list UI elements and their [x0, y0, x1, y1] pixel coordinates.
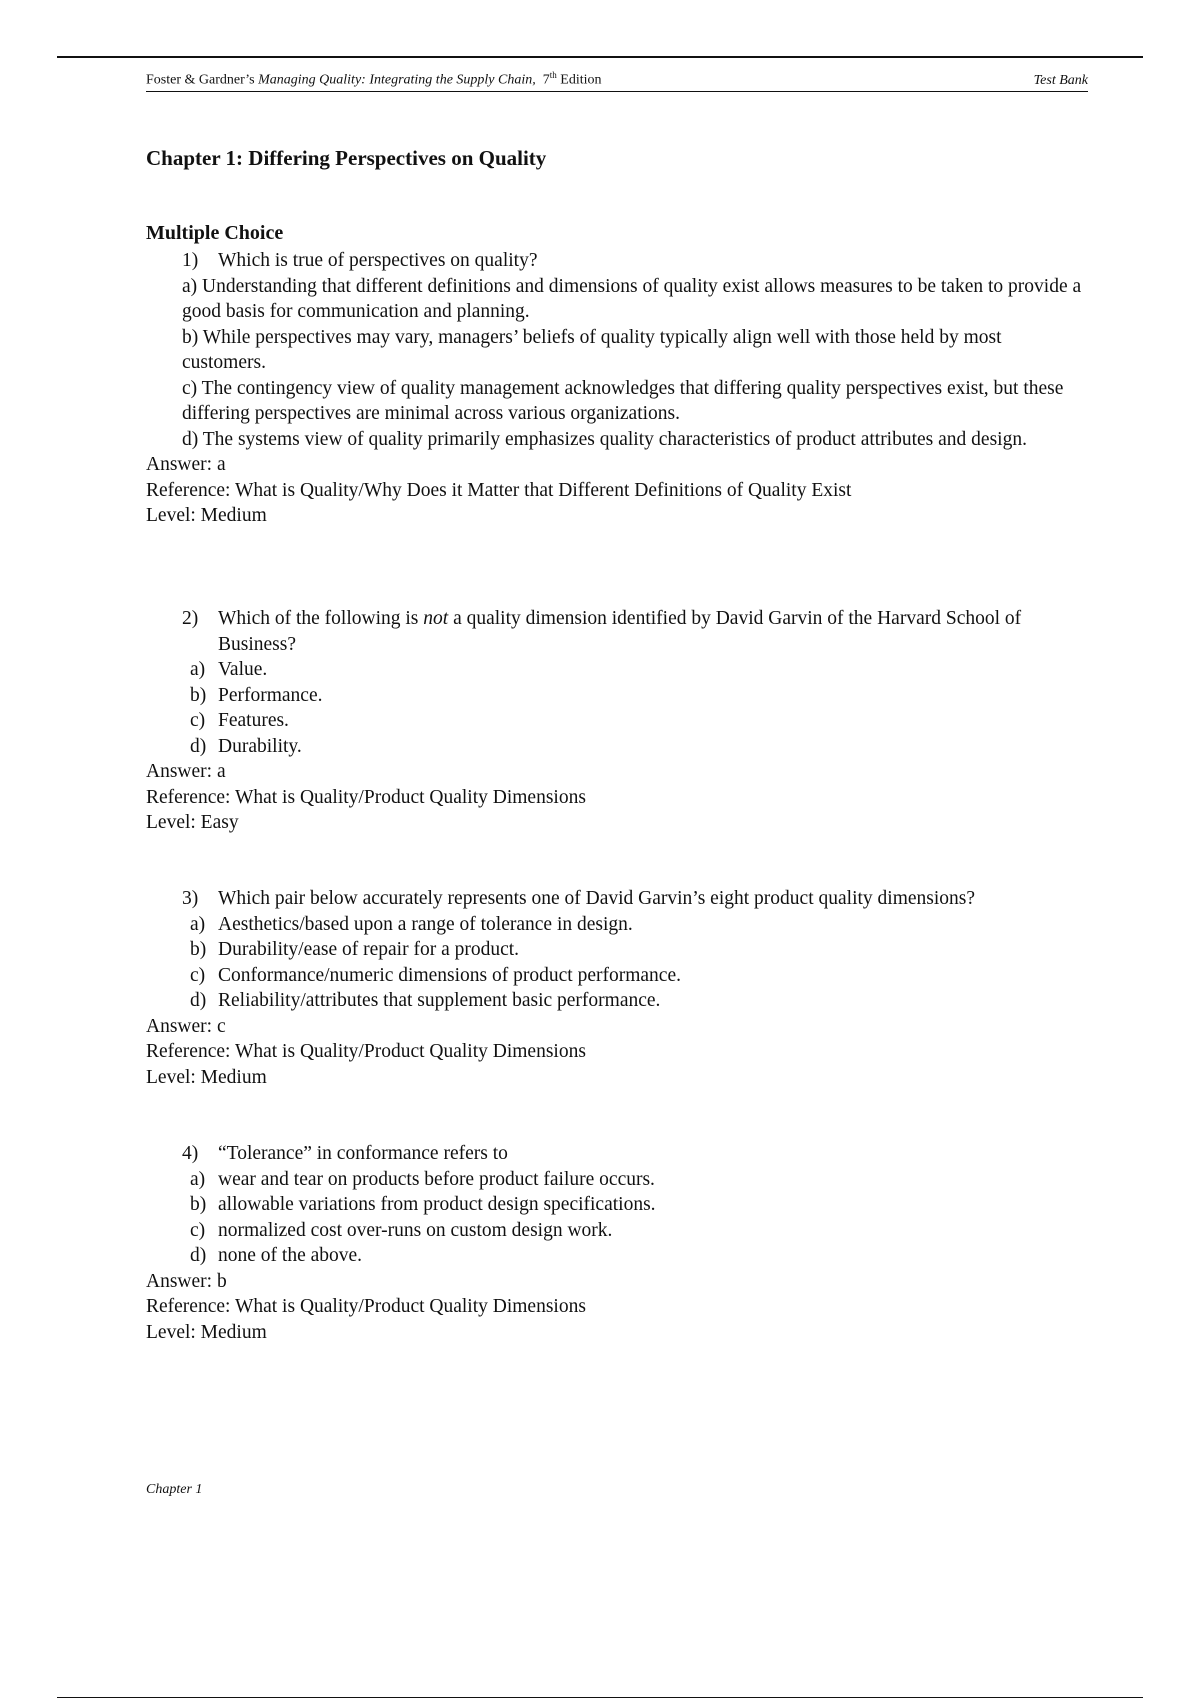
option-text: Conformance/numeric dimensions of product performance.	[218, 964, 681, 986]
option-d	[146, 1243, 1086, 1269]
question-text: Which is true of perspectives on quality?	[218, 250, 538, 271]
option-letter: c)	[190, 964, 206, 986]
option-text: Value.	[218, 659, 268, 680]
page-footer: Chapter 1	[146, 1482, 203, 1497]
option-d	[146, 988, 1086, 1014]
option-list	[146, 657, 1086, 759]
option-text: Durability/ease of repair for a product.	[218, 939, 520, 960]
header-title-italic: Managing Quality: Integrating the Supply Chain,	[258, 72, 536, 88]
header-book-title	[146, 70, 602, 89]
header-edition-word: Edition	[556, 72, 602, 88]
option-list	[146, 1167, 1086, 1269]
option-c	[146, 963, 1086, 989]
question-stem	[146, 886, 1086, 912]
option-d: d) The systems view of quality primarily emphasizes quality characteristics of product attributes and design.	[182, 428, 1027, 450]
option-a: a) Understanding that different definitions and dimensions of quality exist allows measures to be taken to provide a good basis for communication and planning.	[182, 275, 1082, 322]
answer: Answer: a	[146, 454, 226, 475]
option-letter: d)	[190, 735, 207, 757]
option-text: normalized cost over-runs on custom design work.	[218, 1219, 613, 1241]
question-stem	[146, 1141, 1086, 1167]
option-text: Aesthetics/based upon a range of tolerance in design.	[218, 913, 633, 935]
level: Level: Medium	[146, 505, 267, 526]
option-b	[146, 1192, 1086, 1218]
question-number: 1)	[182, 250, 199, 271]
question-3	[146, 886, 1086, 1090]
option-letter: a)	[190, 1168, 206, 1190]
question-text-start: Which of the following is	[218, 608, 424, 629]
option-a	[146, 912, 1086, 938]
question-number: 3)	[182, 888, 199, 909]
option-text: wear and tear on products before product failure occurs.	[218, 1168, 655, 1190]
option-b	[146, 937, 1086, 963]
option-letter: c)	[190, 710, 206, 731]
section-title: Multiple Choice	[146, 222, 284, 244]
level: Level: Medium	[146, 1066, 267, 1088]
option-c	[146, 708, 1086, 734]
page-header	[146, 70, 1088, 92]
question-2	[146, 606, 1086, 836]
answer: Answer: b	[146, 1270, 227, 1292]
header-edition-suffix: th	[549, 70, 557, 80]
question-stem	[146, 606, 1086, 657]
reference: Reference: What is Quality/Product Quality Dimensions	[146, 786, 586, 808]
level: Level: Easy	[146, 812, 239, 833]
question-text: Which pair below accurately represents one of David Garvin’s eight product quality dimensions?	[218, 888, 976, 909]
header-test-bank: Test Bank	[1033, 72, 1088, 88]
header-authors: Foster & Gardner’s	[146, 72, 259, 88]
question-text	[218, 606, 1086, 657]
option-a	[146, 1167, 1086, 1193]
option-list	[146, 912, 1086, 1014]
option-c	[146, 1218, 1086, 1244]
bottom-rule	[57, 1697, 1143, 1698]
option-letter: a)	[190, 659, 206, 680]
question-stem	[146, 248, 1086, 274]
option-text: Durability.	[218, 735, 302, 757]
top-rule	[57, 56, 1143, 58]
option-text: allowable variations from product design specifications.	[218, 1194, 656, 1215]
reference: Reference: What is Quality/Product Quality Dimensions	[146, 1296, 586, 1317]
reference: Reference: What is Quality/Product Quality Dimensions	[146, 1041, 586, 1062]
question-text: “Tolerance” in conformance refers to	[218, 1143, 508, 1164]
question-text-end: a quality dimension identified by David Garvin of the Harvard School of Business?	[218, 608, 1022, 655]
option-letter: a)	[190, 913, 206, 935]
option-b: b) While perspectives may vary, managers’ beliefs of quality typically align well with those held by most customers.	[182, 326, 1002, 373]
level: Level: Medium	[146, 1321, 267, 1343]
option-text: Reliability/attributes that supplement basic performance.	[218, 990, 661, 1011]
question-number: 2)	[182, 608, 199, 629]
option-letter: b)	[190, 939, 207, 960]
answer: Answer: c	[146, 1015, 226, 1037]
question-text-emphasis: not	[423, 608, 449, 629]
option-c: c) The contingency view of quality management acknowledges that differing quality perspectives exist, but these differing perspectives are minimal across various organizations.	[182, 377, 1064, 424]
option-text: none of the above.	[218, 1245, 363, 1266]
answer: Answer: a	[146, 761, 226, 782]
option-letter: b)	[190, 1194, 207, 1215]
reference: Reference: What is Quality/Why Does it Matter that Different Definitions of Quality Exist	[146, 479, 852, 501]
question-1	[146, 248, 1086, 529]
option-letter: d)	[190, 1245, 207, 1266]
option-letter: b)	[190, 684, 207, 706]
option-d	[146, 734, 1086, 760]
question-number: 4)	[182, 1143, 199, 1164]
option-a	[146, 657, 1086, 683]
header-edition-number: 7	[542, 72, 550, 88]
option-letter: c)	[190, 1219, 206, 1241]
chapter-title: Chapter 1: Differing Perspectives on Quality	[146, 146, 547, 170]
option-text: Features.	[218, 710, 289, 731]
question-4	[146, 1141, 1086, 1345]
option-b	[146, 683, 1086, 709]
option-text: Performance.	[218, 684, 323, 706]
option-letter: d)	[190, 990, 207, 1011]
